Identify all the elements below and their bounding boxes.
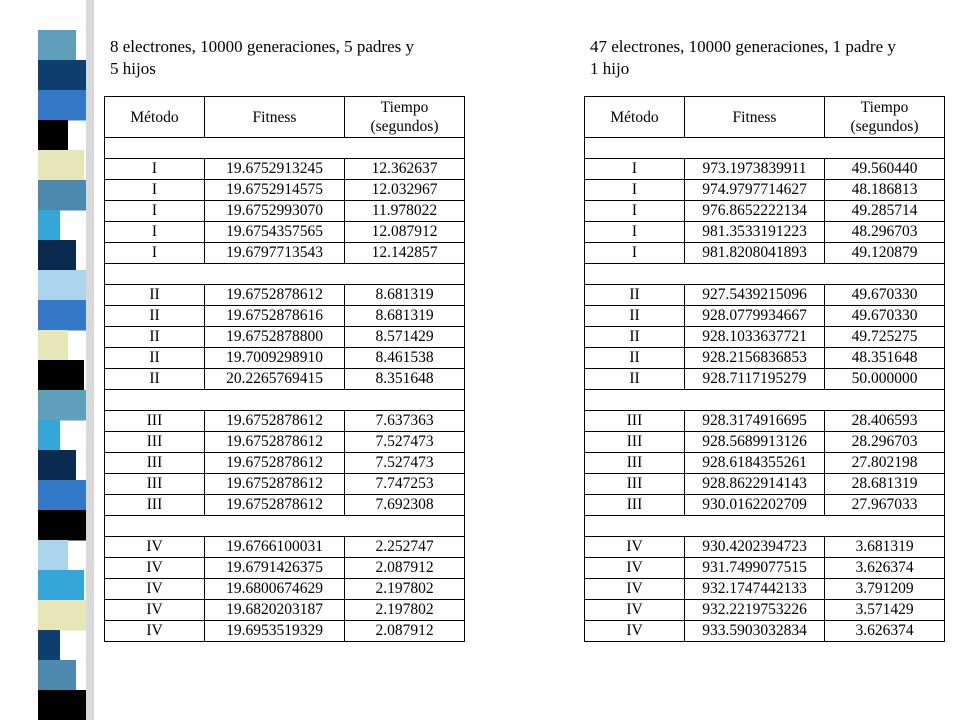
fitness-cell: 928.7117195279 [685, 369, 825, 390]
table-row [585, 453, 945, 474]
time-cell: 2.197802 [345, 600, 465, 621]
fitness-cell: 19.6766100031 [205, 537, 345, 558]
time-cell: 3.571429 [825, 600, 945, 621]
table-row [585, 222, 945, 243]
stripe-block [38, 60, 86, 91]
fitness-cell: 19.6752878612 [205, 495, 345, 516]
right-caption: 47 electrones, 10000 generaciones, 1 padre y 1 hijo [590, 37, 896, 78]
right-table-body [585, 138, 945, 642]
method-cell: III [585, 495, 685, 516]
time-cell: 7.747253 [345, 474, 465, 495]
spacer-row [105, 138, 465, 159]
header-tiempo-line1: Tiempo [860, 99, 909, 116]
method-cell: I [105, 180, 205, 201]
method-cell: IV [105, 579, 205, 600]
header-fitness: Fitness [205, 97, 345, 138]
method-cell: III [105, 432, 205, 453]
right-results-table [584, 96, 945, 642]
fitness-cell: 928.1033637721 [685, 327, 825, 348]
method-cell: III [585, 432, 685, 453]
method-cell: I [105, 201, 205, 222]
time-cell: 12.032967 [345, 180, 465, 201]
header-tiempo [825, 97, 945, 138]
left-results-table [104, 96, 465, 642]
header-tiempo-line1: Tiempo [380, 99, 429, 116]
fitness-cell: 19.6752878612 [205, 432, 345, 453]
table-row [585, 579, 945, 600]
fitness-cell: 19.6752878612 [205, 453, 345, 474]
time-cell: 3.626374 [825, 558, 945, 579]
stripe-block [38, 90, 86, 121]
spacer-cell [585, 264, 945, 285]
fitness-cell: 19.6797713543 [205, 243, 345, 264]
stripe-block [38, 300, 86, 331]
table-row [105, 159, 465, 180]
fitness-cell: 933.5903032834 [685, 621, 825, 642]
fitness-cell: 928.6184355261 [685, 453, 825, 474]
method-cell: II [105, 348, 205, 369]
time-cell: 49.670330 [825, 285, 945, 306]
time-cell: 28.296703 [825, 432, 945, 453]
stripe-block [38, 150, 84, 181]
time-cell: 2.087912 [345, 621, 465, 642]
method-cell: II [105, 327, 205, 348]
time-cell: 7.637363 [345, 411, 465, 432]
spacer-cell [105, 390, 465, 411]
stripe-block [38, 30, 76, 61]
method-cell: II [105, 285, 205, 306]
method-cell: II [585, 348, 685, 369]
method-cell: III [585, 453, 685, 474]
time-cell: 48.296703 [825, 222, 945, 243]
method-cell: IV [105, 621, 205, 642]
table-header-row [105, 97, 465, 138]
table-header-row [585, 97, 945, 138]
time-cell: 3.626374 [825, 621, 945, 642]
time-cell: 11.978022 [345, 201, 465, 222]
time-cell: 50.000000 [825, 369, 945, 390]
method-cell: IV [585, 621, 685, 642]
table-row [585, 411, 945, 432]
method-cell: I [585, 243, 685, 264]
fitness-cell: 19.6752878612 [205, 474, 345, 495]
time-cell: 7.692308 [345, 495, 465, 516]
table-row [105, 411, 465, 432]
spacer-row [585, 390, 945, 411]
time-cell: 8.681319 [345, 306, 465, 327]
spacer-cell [585, 516, 945, 537]
table-row [585, 243, 945, 264]
fitness-cell: 930.4202394723 [685, 537, 825, 558]
time-cell: 2.252747 [345, 537, 465, 558]
spacer-row [585, 264, 945, 285]
stripe-block [38, 660, 76, 691]
method-cell: IV [105, 558, 205, 579]
method-cell: III [105, 411, 205, 432]
time-cell: 48.186813 [825, 180, 945, 201]
stripe-block [38, 690, 86, 720]
method-cell: IV [585, 600, 685, 621]
fitness-cell: 19.6754357565 [205, 222, 345, 243]
fitness-cell: 931.7499077515 [685, 558, 825, 579]
table-row [105, 327, 465, 348]
stripe-block [38, 510, 86, 541]
left-table-body [105, 138, 465, 642]
method-cell: II [585, 285, 685, 306]
fitness-cell: 19.6791426375 [205, 558, 345, 579]
time-cell: 49.560440 [825, 159, 945, 180]
fitness-cell: 19.6800674629 [205, 579, 345, 600]
fitness-cell: 928.5689913126 [685, 432, 825, 453]
stripe-block [38, 270, 86, 301]
fitness-cell: 928.8622914143 [685, 474, 825, 495]
time-cell: 2.197802 [345, 579, 465, 600]
method-cell: III [585, 474, 685, 495]
time-cell: 12.087912 [345, 222, 465, 243]
table-row [585, 306, 945, 327]
left-caption: 8 electrones, 10000 generaciones, 5 padres y 5 hijos [110, 37, 414, 78]
stripe-block [38, 630, 60, 661]
table-row [105, 180, 465, 201]
table-row [585, 558, 945, 579]
fitness-cell: 19.6953519329 [205, 621, 345, 642]
method-cell: IV [105, 537, 205, 558]
stripe-block [38, 240, 76, 271]
table-row [105, 474, 465, 495]
method-cell: IV [585, 558, 685, 579]
table-row [585, 621, 945, 642]
time-cell: 12.362637 [345, 159, 465, 180]
right-panel [584, 36, 944, 642]
table-row [105, 558, 465, 579]
header-tiempo-line2: (segundos) [850, 118, 919, 135]
fitness-cell: 19.6752878616 [205, 306, 345, 327]
table-row [585, 474, 945, 495]
table-row [105, 369, 465, 390]
stripe-shadow [86, 0, 94, 720]
time-cell: 49.285714 [825, 201, 945, 222]
stripe-block [38, 540, 68, 571]
time-cell: 49.120879 [825, 243, 945, 264]
time-cell: 7.527473 [345, 432, 465, 453]
header-tiempo [345, 97, 465, 138]
table-row [105, 432, 465, 453]
fitness-cell: 976.8652222134 [685, 201, 825, 222]
fitness-cell: 930.0162202709 [685, 495, 825, 516]
table-row [105, 348, 465, 369]
fitness-cell: 19.6752993070 [205, 201, 345, 222]
fitness-cell: 932.2219753226 [685, 600, 825, 621]
time-cell: 48.351648 [825, 348, 945, 369]
table-row [585, 369, 945, 390]
method-cell: I [585, 222, 685, 243]
fitness-cell: 928.3174916695 [685, 411, 825, 432]
table-row [105, 621, 465, 642]
header-metodo: Método [585, 97, 685, 138]
fitness-cell: 981.8208041893 [685, 243, 825, 264]
method-cell: IV [585, 579, 685, 600]
table-row [105, 285, 465, 306]
spacer-row [105, 516, 465, 537]
fitness-cell: 927.5439215096 [685, 285, 825, 306]
spacer-row [105, 264, 465, 285]
header-fitness: Fitness [685, 97, 825, 138]
fitness-cell: 19.6752913245 [205, 159, 345, 180]
stripe-block [38, 0, 60, 31]
table-row [105, 201, 465, 222]
table-row [585, 495, 945, 516]
spacer-cell [105, 516, 465, 537]
stripe-block [38, 480, 86, 511]
decorative-stripe [0, 0, 110, 720]
time-cell: 2.087912 [345, 558, 465, 579]
table-row [585, 201, 945, 222]
fitness-cell: 19.6752914575 [205, 180, 345, 201]
stripe-block [38, 450, 76, 481]
method-cell: I [585, 159, 685, 180]
method-cell: IV [105, 600, 205, 621]
method-cell: III [105, 495, 205, 516]
time-cell: 8.681319 [345, 285, 465, 306]
time-cell: 27.802198 [825, 453, 945, 474]
stripe-block [38, 600, 86, 631]
spacer-cell [105, 138, 465, 159]
spacer-row [105, 390, 465, 411]
time-cell: 27.967033 [825, 495, 945, 516]
time-cell: 7.527473 [345, 453, 465, 474]
stripe-graphic [0, 0, 110, 720]
table-row [105, 537, 465, 558]
spacer-cell [585, 390, 945, 411]
method-cell: I [105, 222, 205, 243]
fitness-cell: 19.6752878612 [205, 285, 345, 306]
stripe-block [38, 570, 84, 601]
table-row [105, 453, 465, 474]
method-cell: III [105, 474, 205, 495]
fitness-cell: 20.2265769415 [205, 369, 345, 390]
table-row [585, 348, 945, 369]
fitness-cell: 928.2156836853 [685, 348, 825, 369]
method-cell: IV [585, 537, 685, 558]
time-cell: 8.461538 [345, 348, 465, 369]
stripe-block [38, 420, 60, 451]
spacer-row [585, 516, 945, 537]
table-row [105, 579, 465, 600]
method-cell: I [585, 180, 685, 201]
time-cell: 8.571429 [345, 327, 465, 348]
method-cell: I [585, 201, 685, 222]
table-row [105, 600, 465, 621]
method-cell: II [585, 327, 685, 348]
stripe-block [38, 360, 84, 391]
left-panel [104, 36, 464, 642]
fitness-cell: 19.6820203187 [205, 600, 345, 621]
fitness-cell: 932.1747442133 [685, 579, 825, 600]
method-cell: III [585, 411, 685, 432]
table-row [105, 222, 465, 243]
table-row [105, 306, 465, 327]
table-row [585, 327, 945, 348]
table-row [105, 495, 465, 516]
method-cell: I [105, 243, 205, 264]
table-row [585, 432, 945, 453]
time-cell: 49.670330 [825, 306, 945, 327]
spacer-row [585, 138, 945, 159]
fitness-cell: 973.1973839911 [685, 159, 825, 180]
stripe-block [38, 180, 86, 211]
time-cell: 12.142857 [345, 243, 465, 264]
fitness-cell: 928.0779934667 [685, 306, 825, 327]
method-cell: II [585, 369, 685, 390]
time-cell: 28.681319 [825, 474, 945, 495]
stripe-block [38, 210, 60, 241]
time-cell: 3.791209 [825, 579, 945, 600]
time-cell: 49.725275 [825, 327, 945, 348]
method-cell: II [585, 306, 685, 327]
fitness-cell: 19.6752878612 [205, 411, 345, 432]
table-row [105, 243, 465, 264]
method-cell: I [105, 159, 205, 180]
method-cell: II [105, 369, 205, 390]
table-row [585, 180, 945, 201]
method-cell: III [105, 453, 205, 474]
fitness-cell: 19.7009298910 [205, 348, 345, 369]
fitness-cell: 19.6752878800 [205, 327, 345, 348]
header-tiempo-line2: (segundos) [370, 118, 439, 135]
table-row [585, 537, 945, 558]
fitness-cell: 981.3533191223 [685, 222, 825, 243]
table-row [585, 159, 945, 180]
fitness-cell: 974.9797714627 [685, 180, 825, 201]
time-cell: 28.406593 [825, 411, 945, 432]
stripe-block [38, 330, 68, 361]
spacer-cell [105, 264, 465, 285]
stripe-block [38, 120, 68, 151]
stripe-block [38, 390, 86, 421]
time-cell: 8.351648 [345, 369, 465, 390]
table-row [585, 600, 945, 621]
header-metodo: Método [105, 97, 205, 138]
spacer-cell [585, 138, 945, 159]
time-cell: 3.681319 [825, 537, 945, 558]
table-row [585, 285, 945, 306]
method-cell: II [105, 306, 205, 327]
